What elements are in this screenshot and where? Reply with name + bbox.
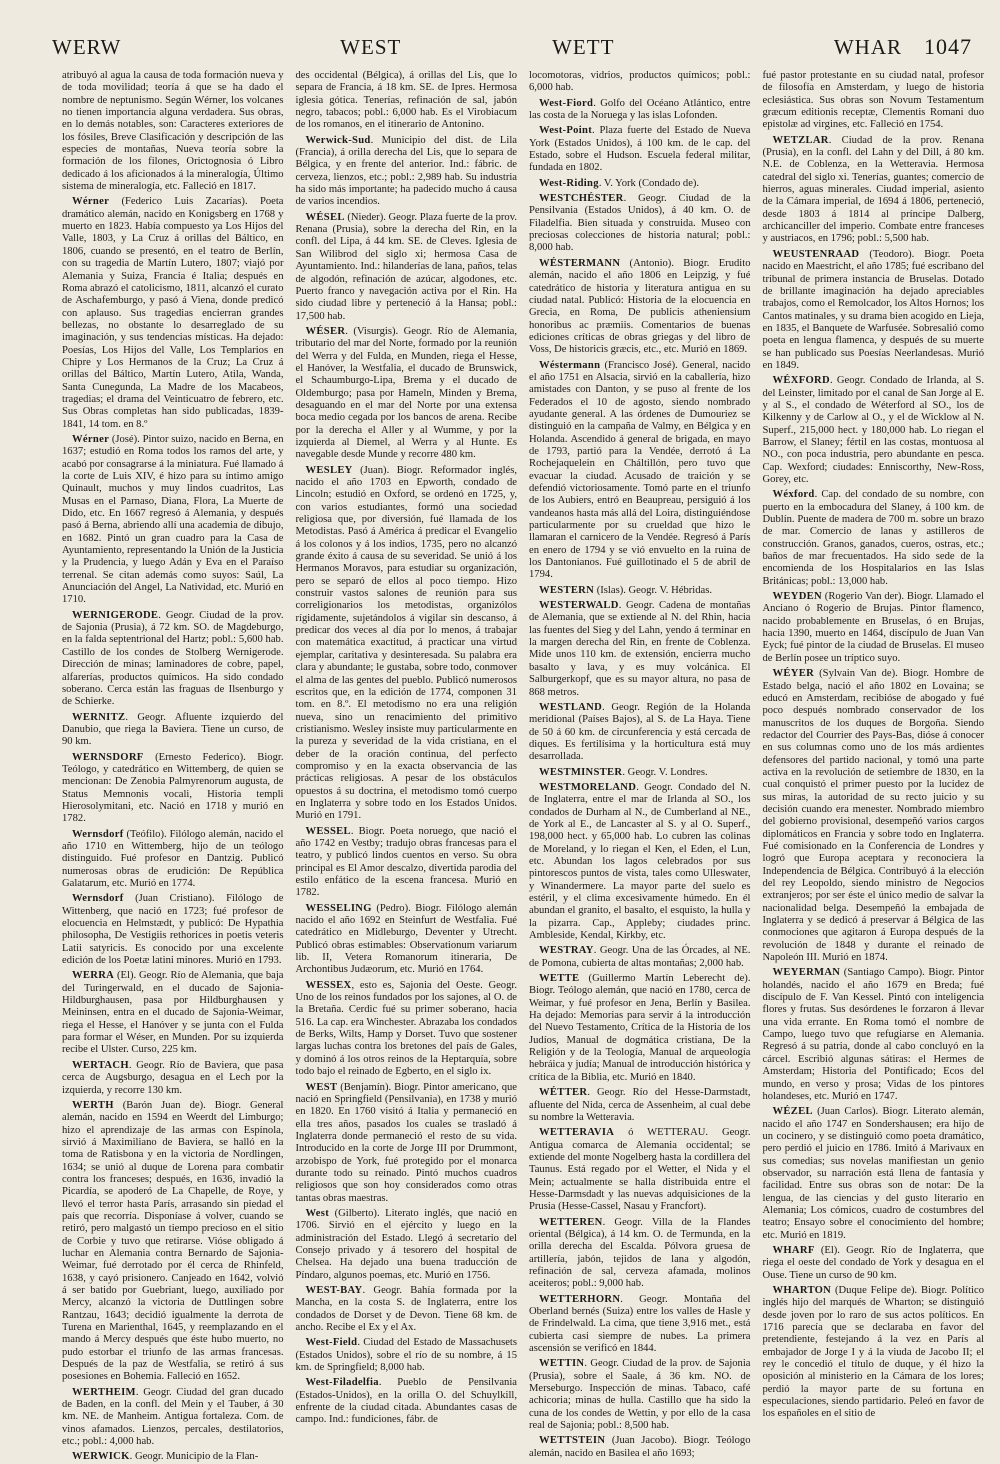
entry-text: (Guillermo Martín Leberecht de). Biogr. Teólogo alemán, que nació en 1780, cerca de Weimar, y fué profesor en Jena, Berlín y Basilea. Ha dejado: Memorias para servir á la introducción del Nuevo Testamento, Crítica de la Historia de los Judíos, Manual de dogmática cristiana, De la Religión y de la Teología, Manual de arqueología hebráica y judía; Manual de introducción histórica y crítica de la Biblia, etc. Murió en 1840. — [529, 973, 751, 1083]
dictionary-entry — [763, 967, 985, 1103]
dictionary-entry — [296, 465, 518, 823]
entry-headword: West — [305, 1207, 330, 1219]
entry-headword: WÉSER — [305, 325, 346, 337]
entry-headword: WETTE — [539, 973, 580, 985]
dictionary-entry — [529, 600, 751, 699]
entry-text: (Sylvain Van de). Biogr. Hombre de Estado belga, nació el año 1802 en Lovaina; se educó en Amsterdam, recibióse de abogado y fué poco después nombrado conservador de los manuscritos de los duques de Borgoña. Siendo redactor del Courrier des Pays-Bas, dióse á conocer en sus columnas como uno de los más ardientes defensores del partido nacional, y tomó una parte activa en la revolución de setiembre de 1830, en la cual conquistó el primer puesto por la lucidez de sus miras, la autoridad de su recto juicio y su decisión cuando era menester. Nombrado miembro del gobierno provisional, desempeñó varios cargos diplomáticos en Francia y sobre todo en Inglaterra. Fué comisionado en la Conferencia de Londres y logró que Europa aceptara y reconociera la Independencia de Bélgica. Contribuyó á la elección del rey Leopoldo, siendo ministro de Negocios extranjeros; por ser éste el único medio de salvar la nacionalidad belga. Desempeñó la embajada de Inglaterra y se dedicó á preservar á Bélgica de las conmociones que agitaron á Europa después de la revolución de 1848 y durante el reinado de Napoleón III. Murió en 1874. — [762, 668, 984, 964]
dictionary-entry — [763, 249, 985, 372]
entry-headword: WHARF — [772, 1244, 815, 1256]
dictionary-entry — [529, 1294, 751, 1356]
entry-headword: West-Riding — [539, 177, 599, 189]
entry-text: (Juan Cristiano). Filólogo de Wittenberg, que nació en 1723; fué profesor de elocuencia en Helmstædt, y publicó: De Hypathia philosopha, De Vestigiis rethorices in poetis veteris Latii satyricis. Es conocido por una excelente edición de los Poetæ latini minores. Murió en 1793. — [62, 893, 284, 967]
entry-text: (Juan Jacobo). Biogr. Teólogo alemán, nacido en Basilea el año 1693; — [529, 1435, 751, 1459]
entry-text: . Geogr. V. Londres. — [622, 766, 708, 778]
entry-headword: WÉZEL — [772, 1106, 813, 1118]
dictionary-entry — [296, 1337, 518, 1374]
text-columns — [62, 70, 985, 1463]
entry-headword: West-Field — [305, 1337, 358, 1349]
entry-text: (Islas). Geogr. V. Hébridas. — [594, 584, 712, 596]
entry-text: . Cap. del condado de su nombre, con puerto en la embocadura del Slaney, á 100 km. de Dublín. Puente de madera de 700 m. sobre un brazo de mar. Comercio de lanas y astilleros de construcción. Granos, ganados, cueros, ostras, etc.; baños de mar frecuentados. Ha sido sede de la encomienda de los Hospitalarios en las Islas Británicas; pobl.: 13,000 hab. — [762, 489, 984, 587]
entry-headword: West-Point — [539, 125, 593, 137]
entry-text: (Rogerio Van der). Biogr. Llamado el Anciano ó Rogerio de Brujas. Pintor flamenco, nacido probablemente en Bruselas, ó en Brujas, hacia 1390, muerto en 1464, discípulo de Juan Van Eyck; fué pintor de la ciudad de Bruselas. El museo de Berlín posee un tríptico suyo. — [762, 591, 984, 664]
dictionary-entry — [296, 1208, 518, 1282]
entry-headword: Wérner — [72, 433, 110, 445]
dictionary-entry — [296, 135, 518, 209]
entry-text: (Teodoro). Biogr. Poeta nacido en Maestricht, el año 1785; fué escribano del tribunal de primera instancia de Bruselas. Dotado de brillante imaginación ha dejado apreciables trabajos, como el Remolcador, los Altos Hornos; los Cantos matinales, y su drama bien acogido en Lieja, en 1835, el Banquete de Warfusée. Sobresalió como poeta en lengua flamenca, y después de su muerte se han publicado sus Poesías Neerlandesas. Murió en 1849. — [762, 248, 985, 371]
entry-text: . Geogr. Ciudad de la prov. de Sajonia (Prusia), sobre el Saale, á 36 km. NO. de Merseburgo. Inspección de minas. Tabaco, café achicoria; minas de hulla. Castillo que ha sido la cuna de los condes de Wettin, y por ello de la casa real de Sajonia; pobl.: 8,500 hab. — [529, 1358, 751, 1432]
dictionary-entry — [296, 1377, 518, 1426]
entry-text: (Benjamín). Biogr. Pintor americano, que nació en Springfield (Pensilvania), en 1738 y murió en 1820. En 1760 visitó á Italia y permaneció en ella tres años, pasados los cuales se trasladó á Inglaterra donde permaneció el resto de su vida. Introducido en la corte de Jorge III por Drummont, arzobispo de York, fué protegido por el monarca durante todo su reinado. Pintó muchos cuadros religiosos que son hoy considerados como otras tantas obras maestras. — [295, 1081, 517, 1204]
entry-headword: WESTRAY — [539, 945, 594, 957]
entry-headword: WÉSEL — [305, 211, 345, 223]
entry-headword: WESTCHÉSTER — [539, 193, 624, 205]
entry-text: . Geogr. Villa de la Flandes oriental (Bélgica), á 14 km. O. de Termunda, en la orilla derecha del Escalda. Pólvora gruesa de artillería, jabón, tejidos de lana y algodón, refinación de sal, cerveza afamada, molinos aceiteros; pobl.: 9,000 hab. — [529, 1216, 751, 1290]
dictionary-entry — [529, 125, 751, 174]
entry-headword: WÉYER — [772, 668, 815, 680]
dictionary-entry — [62, 610, 284, 709]
entry-headword: WESLEY — [305, 464, 353, 476]
entry-text: (Teófilo). Filólogo alemán, nacido el año 1710 en Wittemberg, hijo de un teólogo distinguido. Fué profesor en Dantzig. Publicó numerosas obras de erudición: De República Galatarum, etc. Murió en 1774. — [62, 828, 284, 889]
dictionary-entry — [529, 70, 751, 95]
dictionary-entry — [296, 1285, 518, 1334]
entry-headword: WESSELING — [305, 902, 372, 914]
entry-text: . Geogr. Municipio de la Flan- — [129, 1451, 259, 1463]
entry-text: (Federico Luis Zacarías). Poeta dramático alemán, nacido en Konigsberg en 1768 y muerto en 1823. Había compuesto ya Los Hijos del Valle, 1803, y La Cruz á orillas del Báltico, en 1806, cuando se presentó, en el teatro de Berlín, con su tragedia de Martín Lutero, 1807; viajó por Alemania y Suiza, Francia é Italia; después en Roma abrazó el catolicismo, 1811, alcanzó el curato de Aschafemburgo, y pasó á Viena, donde predicó con aplauso. Sus tragedias encierran grandes bellezas, no obstante lo desarreglado de su imaginación, y sus tendencias místicas. Ha dejado: Poesías, Los Hijos del Valle, Los Templarios en Chipre y Los Hermanos de la Cruz; La Cruz á orillas del Báltico, Martín Lutero, Atila, Wanda, Santa Cunegunda, La Madre de los Macabeos, tragedias; el drama del Veinticuatro de febrero, etc. Sus Obras completas han sido publicadas, 1839-1841, 14 tom. en 8.º — [62, 196, 284, 430]
dictionary-entry — [763, 1245, 985, 1282]
dictionary-entry — [763, 135, 985, 246]
dictionary-entry — [529, 973, 751, 1084]
entry-headword: WERTHEIM — [72, 1386, 136, 1398]
entry-text: . Geogr. Afluente izquierdo del Danubio, que riega la Baviera. Tiene un curso, de 90 km. — [62, 711, 284, 748]
dictionary-entry — [529, 1217, 751, 1291]
entry-headword: WESTERN — [539, 584, 595, 596]
entry-headword: WERNITZ — [72, 711, 126, 723]
entry-text: (Francisco José). General, nacido el año 1751 en Alsacia, sirvió en la caballería, hizo amistades con Danton, y se puso al frente de los Federados el 10 de agosto, siendo nombrado ayudante general. A las órdenes de Dumouriez se distinguió en la campaña de Valmy, en Bélgica y en Holanda. Ascendido á general de brigada, en mayo de 1793, partió para la Vendée, derrotó á La Rochejaquelein en Cháltillón, pero tuvo que evacuar la ciudad. Acusado de traición y se defendió victoriosamente. Tomó parte en el triunfo de los Aubiers, entró en Beaupreau, persiguió á los vandeanos hasta más allá del Loira, distinguiéndose particularmente por su crueldad que hizo le llamaran el carnicero de la Vendée. Regresó á París en enero de 1794 y se vió envuelto en la ruina de los Dantonianos. Fué guillotinado el 5 de abril de 1794. — [529, 359, 751, 581]
dictionary-entry — [296, 903, 518, 977]
entry-text: . (Visurgis). Geogr. Río de Alemania, tributario del mar del Norte, formado por la reunión del Werra y del Fulda, en Munden, riega el Hesse, el Hanóver, la Westfalia, el ducado de Brunswick, el Schaumburgo-Lipa, Brema y el ducado de Oldemburgo; pasa por Hameln, Minden y Brema, desaguando en el mar del Norte por una extensa boca medio cegada por los bancos de arena. Recibe por la derecha el Aller y al Wumme, y por la izquierda al Diemel, al Werra y al Hunte. Es navegable desde Munde y recorre 480 km. — [295, 325, 517, 461]
entry-text: . Geogr. Ciudad del gran ducado de Baden, en la confl. del Mein y el Tauber, á 30 km. NE. de Manheim. Antigua fortaleza. Com. de vinos afamados. Lienzos, percales, destilatorios, etc.; pobl.: 4,000 hab. — [62, 1386, 284, 1448]
entry-headword: WÉTTER — [539, 1087, 588, 1099]
entry-text: (Barón Juan de). Biogr. General alemán, nacido en 1594 en Weerdt del Limburgo; hizo el aprendizaje de las armas con Espínola, sirvió á Maximiliano de Baviera, se halló en la toma de Ratisbona y en la victoria de Nordlingen, 1634; se unió al duque de Lorena para combatir contra los franceses; después, en 1636, invadió la Picardía, se apoderó de La Chapelle, de Roye, y llevó el terror hasta París, arrasando sin piedad el país que recorría. Disponíase á volver, cuando se retiró, pero malgastó un tiempo precioso en el sitio de Corbie y tuvo que retirarse. Vióse obligado á luchar en Alemania contra Bernardo de Sajonia-Weimar, fué derrotado por él cerca de Rhinfeld, 1638, y cayó prisionero. Canjeado en 1642, volvió á ser batido por Guebriant, luego, auxiliado por Mercy, alcanzó la victoria de Duttlingen sobre Rantzau, 1643; decidió igualmente la derrota de Turena en Marienthal, 1645, y reemplazando en el mando á Mercy después que éste hubo muerto, no pudo estorbar el triunfo de las armas francesas. Después de la paz de Westfalia, se retiró á sus posesiones en Bohemia. Falleció en 1652. — [62, 1099, 284, 1383]
entry-headword: WESTERWALD — [539, 600, 619, 612]
dictionary-entry — [296, 212, 518, 323]
entry-headword: Wéxford — [772, 489, 815, 501]
dictionary-entry — [529, 1435, 751, 1460]
dictionary-entry — [529, 98, 751, 123]
dictionary-entry — [62, 712, 284, 749]
entry-text: . Geogr. Cadena de montañas de Alemania, que se extiende al N. del Rhin, hacia las fuentes del Sieg y del Lahn, yendo á terminar en la margen derecha del Rin, en frente de Coblenza. Mide unos 110 km. de extensión, encierra mucho basalto y lava, y es muy volcánica. El Salburgerkopf, que es su mayor altura, no pasa de 868 metros. — [529, 600, 751, 698]
dictionary-entry — [763, 1106, 985, 1242]
dictionary-entry — [529, 767, 751, 779]
entry-text: . Geogr. Montaña del Oberland bernés (Suiza) entre los valles de Hasle y de Frindelwald. La cima, que tiene 3,916 met., está cubierta casi siempre de nubes. La primera ascensión se verificó en 1844. — [529, 1293, 751, 1355]
dictionary-entry — [296, 980, 518, 1079]
entry-text: . Geogr. Río de Baviera, que pasa cerca de Augsburgo, desagua en el Lech por la izquierda, y recorre 130 km. — [62, 1059, 284, 1096]
dictionary-entry — [529, 945, 751, 970]
dictionary-entry — [62, 970, 284, 1056]
entry-text: ó WETTERAU. Geogr. Antigua comarca de Alemania occidental; se extiende del monte Nogelberg hasta la cordillera del Taunus. Está regado por el Wetter, el Nida y el Mein; actualmente se halla distribuida entre el Hesse-Darmsdadt y las nuevas adquisiciones de la Prusia (Hesse-Cassel, Nasau y Francfort). — [529, 1127, 751, 1213]
entry-headword: WESTLAND — [539, 701, 603, 713]
dictionary-entry — [763, 375, 985, 486]
dictionary-entry — [62, 1387, 284, 1449]
dictionary-entry — [62, 829, 284, 891]
entry-headword: WETTSTEIN — [539, 1435, 606, 1447]
entry-headword: West-Filadelfia — [305, 1377, 379, 1389]
dictionary-entry — [62, 1451, 284, 1463]
running-header — [52, 34, 972, 64]
dictionary-entry — [763, 591, 985, 665]
entry-text: , esto es, Sajonia del Oeste. Geogr. Uno de los reinos fundados por los sajones, al O. de la Bretaña. Cerdic fué su primer soberano, hacia 516. La cap. era Winchester. Abrazaba los condados de Berks, Wilts, Hamp y Dorset. Tuvo que sostener largas luchas contra los bretones del país de Gales, y dominó á los otros reinos de la Heptarquía, sobre todo bajo el reinado de Egberto, en el siglo ix. — [295, 979, 517, 1078]
entry-text: fué pastor protestante en su ciudad natal, profesor de filosofía en Amsterdam, y luego de historia eclesiástica. Sus obras son Novum Testamentum græcum editionis receptæ, Clementis Romani duo epistolæ ad virgines, etc. Falleció en 1754. — [762, 70, 984, 131]
entry-headword: WERRA — [72, 970, 115, 982]
header-guide-word-1: WERW — [52, 35, 122, 59]
entry-text: . Geogr. Bahía formada por la Mancha, en la costa S. de Inglaterra, entre los condados de Dorset y de Devon. Tiene 68 km. de ancho. Recibe el Ex y el Ax. — [295, 1285, 517, 1334]
dictionary-entry — [529, 193, 751, 255]
entry-headword: WETTERHORN — [539, 1293, 621, 1305]
entry-headword: WERNSDORF — [72, 751, 144, 763]
entry-headword: WEYERMAN — [772, 967, 841, 979]
dictionary-entry — [529, 782, 751, 942]
dictionary-entry — [529, 1358, 751, 1432]
dictionary-entry — [62, 1060, 284, 1097]
dictionary-entry — [763, 489, 985, 588]
dictionary-entry — [296, 70, 518, 132]
dictionary-entry — [529, 178, 751, 190]
entry-headword: WERTACH — [72, 1059, 129, 1071]
dictionary-entry — [62, 434, 284, 607]
entry-headword: WESTMINSTER — [539, 766, 623, 778]
header-guide-word-2: WEST — [340, 35, 402, 59]
header-guide-word-4: WHAR — [833, 35, 902, 59]
dictionary-entry — [62, 893, 284, 967]
dictionary-entry — [529, 1127, 751, 1213]
entry-headword: Wéstermann — [539, 359, 601, 371]
entry-headword: WESSEL — [305, 825, 351, 837]
entry-headword: WERWICK — [72, 1451, 130, 1463]
dictionary-entry — [296, 826, 518, 900]
dictionary-entry — [529, 258, 751, 357]
entry-headword: WÉXFORD — [772, 375, 830, 387]
dictionary-entry — [529, 702, 751, 764]
entry-text: . Ciudad del Estado de Massachusets (Estados Unidos), sobre el río de su nombre, á 15 km. de Springfield; 8,000 hab. — [295, 1337, 517, 1374]
entry-headword: Werwick-Sud — [305, 134, 371, 146]
entry-headword: WESSEX — [305, 979, 352, 991]
dictionary-entry — [296, 1082, 518, 1205]
entry-headword: WHARTON — [772, 1285, 832, 1296]
entry-text: locomotoras, vidrios, productos químicos; pobl.: 6,000 hab. — [529, 70, 751, 94]
entry-text: (Ernesto Federico). Biogr. Teólogo, y catedrático en Wittemberg, de quien se mencionan: De Zenobia Palmyrenorum augusta, de Status Memnonis vocali, Historia templi Hierosolymitani, etc. Nació en 1718 y murió en 1782. — [62, 751, 284, 825]
entry-text: des occidental (Bélgica), á orillas del Lis, que lo separa de Francia, á 18 km. SE. de Ipres. Hermosa iglesia gótica. Tenerías, refinación de sal, jabón negro, tabacos; pobl.: 6,000 hab. Es el Virobiacum de los romanos, en el itinerario de Antonino. — [295, 70, 517, 131]
dictionary-entry — [62, 752, 284, 826]
dictionary-entry — [529, 1087, 751, 1124]
entry-text: (Duque Felipe de). Biogr. Político inglés hijo del marqués de Wharton; se distinguió desde joven por lo raro de sus actos políticos. En 1716 parecía que se declaraba en favor del pretendiente, festejando á la vez en París al embajador de Jorge I y á la viuda de Jacobo II; el rey le concedió el título de duque, y él hizo la oposición al ministerio en la Cámara de los lores; perdió la mayor parte de su fortuna en especulaciones, siendo partidario. Peleó en favor de los españoles en el sitio de — [762, 1285, 984, 1420]
entry-text: . Ciudad de la prov. Renana (Prusia), en la confl. del Lahn y del Dill, á 80 km. N.E. de Coblenza, en la Wetteravia. Hermosa catedral del siglo xi. Tenerías, guantes; comercio de hierros, aguas minerales. Ciudad imperial, asiento de la Cámara imperial, de 1694 á 1806, perteneció, desde 1803 á 1814 al príncipe Dalberg, archicanciller del imperio. Combate entre franceses y austriacos, en 1796; pobl.: 5,500 hab. — [762, 134, 984, 245]
entry-text: . Geogr. Ciudad de la prov. de Sajonia (Prusia), á 72 km. SO. de Magdeburgo, en la falda septentrional del Hartz; pobl.: 5,600 hab. Castillo de los condes de Stolberg Wernigerode. Dirección de minas; laminadores de cobre, papel, alfarerías, productos químicos. Ha sido condado soberano. Cerca están las fraguas de Ilsenburgo y de Schierke. — [62, 609, 284, 708]
entry-text: (El). Geogr. Río de Alemania, que baja del Turingerwald, en el ducado de Sajonia-Hildburghausen, pasa por Hildburghausen y Meininsen, entra en el ducado de Sajonia-Weimar, riega el Hesse, el Hanóver y se junta con el Fulda para formar el Wéser, en Munden. Por su izquierda recibe el Ulster. Curso, 225 km. — [62, 970, 284, 1056]
entry-headword: Wérner — [72, 196, 110, 208]
entry-headword: WEUSTENRAAD — [772, 248, 860, 260]
dictionary-entry — [296, 326, 518, 462]
entry-text: . Pueblo de Pensilvania (Estados-Unidos), en la orilla O. del Schuylkill, enfrente de la ciudad citada. Abundantes casas de campo. Ind.: fundiciones, fábr. de — [295, 1377, 517, 1426]
entry-text: . Municipio del dist. de Lila (Francia), á orilla derecha del Lis, que lo separa de Bélgica, y en frente del anterior. Ind.: fábric. de cerveza, lienzos, etc.; pobl.: 2,989 hab. Su industria ha sido más importante; ha padecido mucho á causa de varios incendios. — [295, 134, 517, 208]
entry-text: . Golfo del Océano Atlántico, entre las costa de la Noruega y las islas Lofonden. — [529, 97, 751, 122]
column-4 — [762, 70, 985, 1420]
entry-text: (Juan). Biogr. Reformador inglés, nacido el año 1703 en Epworth, condado de Lincoln; estudió en Oxford, se ordenó en 1725, y, con varios estudiantes, formó una sociedad religiosa que, por diversión, fué llamada de los Metodistas. Pasó á América á predicar el Evangelio á los colonos y á los indios, 1735, pero no alcanzó grande éxito á causa de su severidad. Se unió á los Hermanos Moravos, para estudiar su organización, pero se separó de ellos al poco tiempo. Hizo construir vastos salones de reunión para sus correligionarios los metodistas, organizólos rígidamente, sujetándolos á vigilar sin descanso, á predicar dos veces al día por lo menos, á trabajar con matemática exactitud, á practicar una virtud ejemplar, caritativa y desinteresada. Su palabra era clara y abundante; le gustaba, sobre todo, conmover el alma de las gentes del pueblo. Publicó numerosos escritos que, en la edición de 1774, componen 31 tom. en 8.º. El metodismo no era una religión nueva, sino un renacimiento del primitivo cristianismo. Wesley insiste muy particularmente en la pureza y severidad de la vida cristiana, en el deber de la oración continua, del perfecto compromiso y en la exacta observancia de las prácticas religiosas. A pesar de los obstáculos opuestos á su doctrina, el metodismo tomó cuerpo en Inglaterra y sobre todo en los Estados Unidos. Murió en 1791. — [295, 464, 517, 822]
entry-text: (Santiago Campo). Biogr. Pintor holandés, nacido el año 1679 en Breda; fué discípulo de F. Van Kessel. Pintó con inteligencia flores y frutas. Sus desórdenes le forzaron á llevar una vida errante. En Roma tomó el nombre de Campo, luego tuvo que refugiarse en Alemania. Regresó á su patria, donde al cabo concluyó en la cárcel. Escribió algunas sátiras: el Hermes de Amsterdam; Historia del Pontificado; Ecos del mundo, en verso y prosa; Vidas de los pintores holandeses, etc. Murió en 1747. — [762, 967, 984, 1102]
column-3 — [529, 70, 751, 1459]
entry-text: . Geogr. Condado del N. de Inglaterra, entre el mar de Irlanda al SO., los condados de Durham al N., de Cumberland al NE., de York al E., de Lancaster al S. y al O. Superf., 198,000 hect. y 65,000 hab. Lo cubren las colinas de Moreland, y lo riegan el Ken, el Eden, el Lun, etc. Abundan los lagos celebrados por sus pintorescos puntos de vista, tales como Ulleswater, y Winandermere. La mayor parte del suelo es estéril, y el clima excesivamente húmedo. En él abundan el granito, el basalto, el esquisto, la hulla y la pizarra. Cap., Appleby; ciudades princ. Ambleside, Kendal, Kirkby, etc. — [529, 781, 751, 942]
dictionary-entry — [763, 70, 985, 132]
entry-text: . Geogr. Ciudad de la Pensilvania (Estados Unidos), á 40 km. O. de Filadelfia. Bien situada y construida. Museo con preciosas colecciones de historia natural; pobl.: 8,000 hab. — [529, 193, 751, 254]
entry-text: (Juan Carlos). Biogr. Literato alemán, nacido el año 1747 en Sondershausen; era hijo de un cocinero, y se distinguió como poeta dramático, pero perdió el juicio en 1786. Imitó á Marivaux en sus comedias; sus novelas manifiestan un genio observador, su narración está llena de fantasía y facilidad. Entre sus obras son de notar: De la lengua, de las ciencias y del gusto literario en Alemania; Los cómicos, cuadro de costumbres del teatro; Ensayo sobre el conocimiento del hombre; etc. Murió en 1819. — [762, 1106, 984, 1241]
entry-text: . Geogr. Río del Hesse-Darmstadt, afluente del Nida, cerca de Assenheim, al cual debe su nombre la Wetteravia. — [529, 1087, 751, 1123]
entry-text: (Pedro). Biogr. Filólogo alemán nacido el año 1692 en Steinfurt de Westfalia. Fué catedrático en Midleburgo, Deventer y Utrecht. Publicó obras estimables: Observationum variarum lib. II, Vetera Romanorum itineraria, De Archontibus Judæorum, etc. Murió en 1764. — [295, 902, 517, 976]
entry-headword: WETZLAR — [772, 134, 829, 146]
entry-text: (Nieder). Geogr. Plaza fuerte de la prov. Renana (Prusia), sobre la derecha del Rin, en la confl. del Lipa, á 44 km. SE. de Cleves. Iglesia de San Wilibrod del siglo xi; hermosa Casa de Ayuntamiento. Ind.: hilanderías de lana, paños, telas de algodón, refinación de azúcar, algodones, etc. Puerto franco y navegación activa por el Rin. Ha sido ciudad libre y perteneció á la Hansa; pobl.: 17,500 hab. — [295, 211, 517, 322]
dictionary-entry — [62, 1100, 284, 1384]
entry-headword: WETTEREN — [539, 1216, 603, 1228]
entry-text: (Gilberto). Literato inglés, que nació en 1706. Sirvió en el ejército y luego en la administración del Estado. Llegó á secretario del Consejo privado y á tesorero del hospital de Chelsea. Ha dejado una buena traducción de Píndaro, algunos poemas, etc. Murió en 1756. — [295, 1207, 517, 1281]
entry-headword: WERTH — [72, 1099, 114, 1111]
page-number: 1047 — [924, 34, 972, 59]
dictionary-entry — [763, 668, 985, 964]
dictionary-entry — [62, 70, 284, 193]
entry-headword: WETTERAVIA — [539, 1127, 615, 1139]
entry-text: . Biogr. Poeta noruego, que nació el año 1742 en Vestby; tradujo obras francesas para el teatro, y publicó lindos cuentos en verso. Su obra principal es El Amor descalzo, divertida parodia del estilo enfático de la escena francesa. Murió en 1782. — [295, 825, 517, 899]
entry-text: atribuyó al agua la causa de toda formación nueva y de toda movilidad; teoría á que se ha dado el nombre de neptunismo. Según Wérner, los volcanes no tienen importancia alguna verdadera. Sus obras, en lo demás notables, son: Caracteres exteriores de los fósiles, Breve Clasificación y descripción de las especies de montañas, Nueva teoría sobre la formación de los filones, Orictognosia ó Libro dedicado á los aficionados á la mineralogía, Último sistema de mineralogía, etc. Falleció en 1817. — [62, 70, 284, 193]
entry-text: . V. York (Condado de). — [598, 177, 700, 189]
dictionary-entry — [529, 585, 751, 597]
entry-headword: Wernsdorf — [72, 828, 124, 840]
column-1 — [62, 70, 284, 1463]
header-guide-word-3: WETT — [552, 35, 615, 59]
entry-headword: WERNIGERODE — [72, 609, 159, 621]
entry-text: . Geogr. Una de las Órcades, al NE. de Pomona, cubierta de altas montañas; 2,000 hab. — [529, 945, 751, 969]
entry-headword: WEST-BAY — [305, 1285, 363, 1296]
entry-headword: WETTIN — [539, 1358, 585, 1370]
column-2 — [295, 70, 518, 1426]
entry-headword: WÉSTERMANN — [539, 257, 621, 269]
entry-text: (José). Pintor suizo, nacido en Berna, en 1637; estudió en Roma todos los ramos del arte, y acabó por consagrarse á la miniatura. Fué llamado á la corte de Luis XIV, é hizo para su íntimo amigo Quinault, muchos y muy lindos cuadritos, Las Musas en el Parnaso, Diana, Flora, La Muerte de Dido, etc. En 1667 regresó á Alemania, y después pasó á Berna, abriendo allí una academia de dibujo, en 1682. Pintó un gran cuadro para la Casa de Ayuntamiento, representando la Unión de la Justicia y la Prudencia, y luego Adán y Eva en el Paraíso terrenal. Se citan además como suyos: Saúl, La Anunciación del Angel, La Natividad, etc. Murió en 1710. — [62, 433, 284, 606]
dictionary-entry — [763, 1285, 985, 1421]
entry-text: (Antonio). Biogr. Erudito alemán, nacido el año 1806 en Leipzig, y fué catedrático de historia y literatura antigua en su ciudad natal. Publicó: Historia de la elocuencia en Grecia, en Roma, De publicis atheniensium honoribus ac præmiis. Comentarios de buenas ediciones críticas de obras griegas y del libro de Voss, De historicis græcis, etc., etc. Murió en 1869. — [529, 257, 751, 356]
entry-text: . Geogr. Condado de Irlanda, al S. del Leinster, limitado por el canal de San Jorge al E. y al S., el condado de Wéterford al SO., los de Kilkenny y de Carlow al O., y el de Wicklow al N. Superf., 215,000 hect. y 180,000 hab. Lo riegan el Barrow, el Slaney; fértil en las costas, montuosa al NO., con poca industria, pero abundante en pesca. Cap. Wexford; ciudades: Enniscorthy, New-Ross, Gorey, etc. — [762, 375, 984, 485]
entry-text: . Geogr. Región de la Holanda meridional (Países Bajos), al S. de La Haya. Tiene de 50 á 60 km. de circunferencia y está cercada de diques. Es fertilísima y la horticultura está muy desarrollada. — [529, 701, 751, 763]
entry-text: . Plaza fuerte del Estado de Nueva York (Estados Unidos), á 100 km. de le cap. del Estado, sobre el Hudson. Escuela federal militar, fundada en 1802. — [529, 125, 751, 174]
entry-headword: WEYDEN — [772, 591, 822, 603]
entry-headword: WESTMORELAND — [539, 781, 637, 793]
dictionary-entry — [62, 196, 284, 431]
entry-headword: Wernsdorf — [72, 893, 124, 905]
entry-headword: West-Fiord — [539, 97, 594, 109]
dictionary-entry — [529, 360, 751, 582]
entry-text: (El). Geogr. Río de Inglaterra, que riega el oeste del condado de York y desagua en el Ouse. Tiene un curso de 90 km. — [762, 1244, 984, 1281]
entry-headword: WEST — [305, 1081, 338, 1093]
